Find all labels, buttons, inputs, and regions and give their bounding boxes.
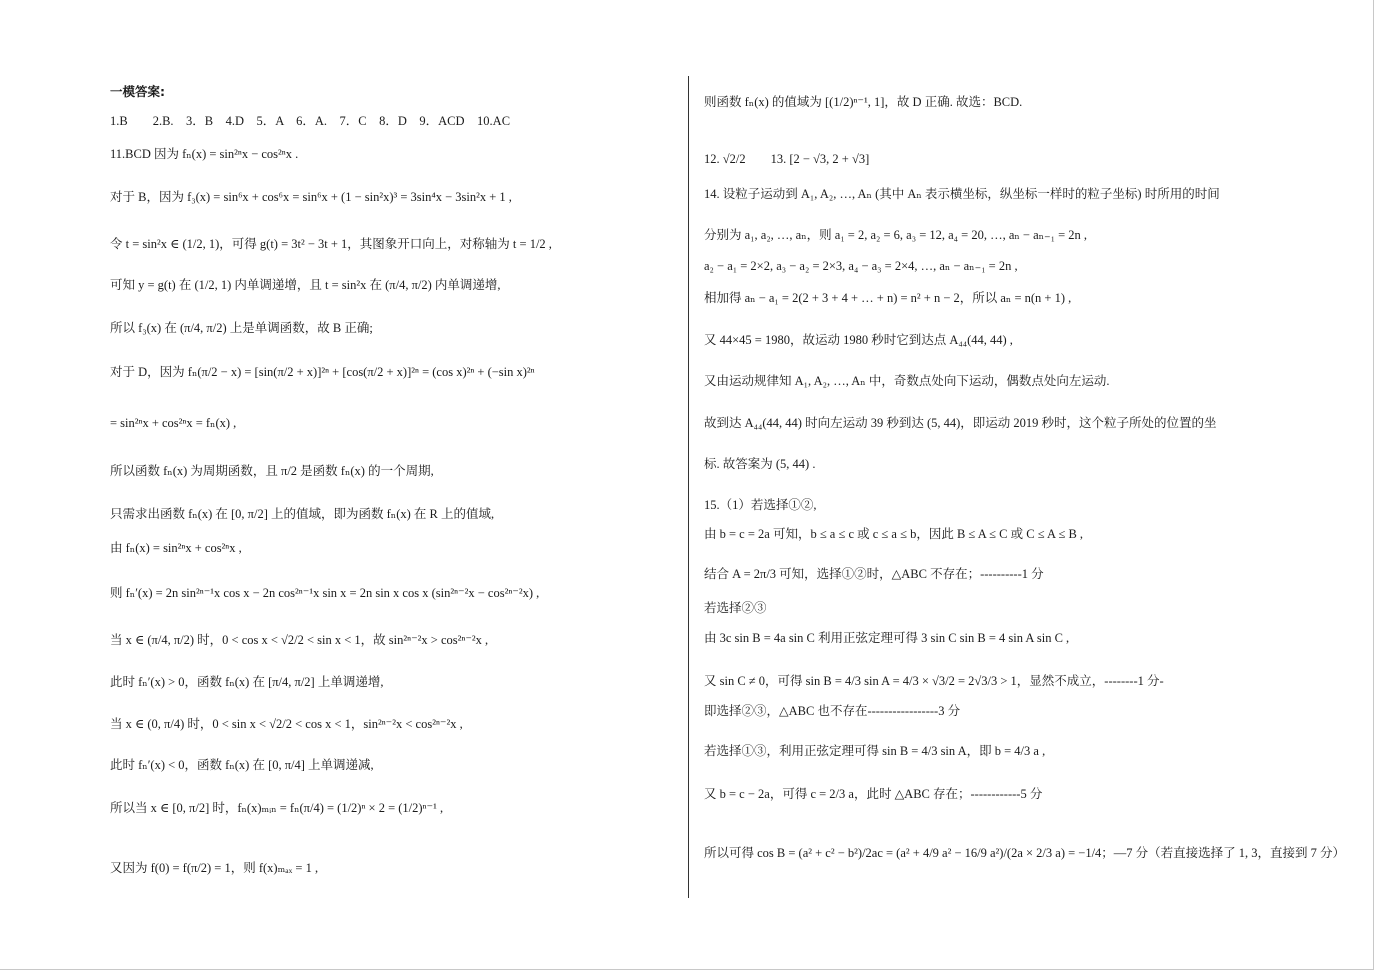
- answer-line: 15.（1）若选择①②,: [704, 498, 817, 512]
- answer-line: 结合 A = 2π/3 可知，选择①②时，△ABC 不存在；----------1 分: [704, 567, 1044, 581]
- answer-line: 又 44×45 = 1980，故运动 1980 秒时它到达点 A₄₄(44, 44) ,: [704, 333, 1013, 347]
- answer-line: 1.B 2.B. 3．B 4.D 5．A 6．A. 7．C 8．D 9．ACD 10.AC: [110, 114, 511, 128]
- answer-line: 14. 设粒子运动到 A₁, A₂, …, Aₙ (其中 Aₙ 表示横坐标，纵坐标一样时的粒子坐标) 时所用的时间: [704, 187, 1220, 201]
- answer-line: 则 fₙ′(x) = 2n sin²ⁿ⁻¹x cos x − 2n cos²ⁿ⁻¹x sin x = 2n sin x cos x (sin²ⁿ⁻²x − cos²ⁿ⁻²x) ,: [110, 586, 540, 600]
- answer-line: 所以 f₃(x) 在 (π/4, π/2) 上是单调函数，故 B 正确;: [110, 321, 373, 335]
- answer-line: 又因为 f(0) = f(π/2) = 1，则 f(x)ₘₐₓ = 1 ,: [110, 861, 319, 875]
- answer-line: 此时 fₙ′(x) < 0，函数 fₙ(x) 在 [0, π/4] 上单调递减,: [110, 758, 374, 772]
- answer-line: 标. 故答案为 (5, 44) .: [704, 457, 816, 471]
- answer-line: 则函数 fₙ(x) 的值域为 [(1/2)ⁿ⁻¹, 1]，故 D 正确. 故选：BCD.: [704, 95, 1023, 109]
- answers-heading: 一模答案:: [110, 84, 165, 99]
- answer-line: 对于 D，因为 fₙ(π/2 − x) = [sin(π/2 + x)]²ⁿ + [cos(π/2 + x)]²ⁿ = (cos x)²ⁿ + (−sin x)²ⁿ: [110, 365, 535, 379]
- answer-line: 对于 B，因为 f₃(x) = sin⁶x + cos⁶x = sin⁶x + (1 − sin²x)³ = 3sin⁴x − 3sin²x + 1 ,: [110, 190, 512, 204]
- answer-line: 又 sin C ≠ 0，可得 sin B = 4/3 sin A = 4/3 × √3/2 = 2√3/3 > 1，显然不成立，--------1 分-: [704, 674, 1164, 688]
- answer-line: 即选择②③，△ABC 也不存在-----------------3 分: [704, 704, 961, 718]
- answer-line: 若选择②③: [704, 601, 767, 615]
- answer-line: 此时 fₙ′(x) > 0，函数 fₙ(x) 在 [π/4, π/2] 上单调递增,: [110, 675, 384, 689]
- answer-line: 由 3c sin B = 4a sin C 利用正弦定理可得 3 sin C sin B = 4 sin A sin C ,: [704, 631, 1070, 645]
- answer-line: 可知 y = g(t) 在 (1/2, 1) 内单调递增，且 t = sin²x 在 (π/4, π/2) 内单调递增,: [110, 278, 501, 292]
- answer-line: 若选择①③，利用正弦定理可得 sin B = 4/3 sin A，即 b = 4/3 a ,: [704, 744, 1046, 758]
- answer-line: 所以当 x ∈ [0, π/2] 时，fₙ(x)ₘᵢₙ = fₙ(π/4) = (1/2)ⁿ × 2 = (1/2)ⁿ⁻¹ ,: [110, 801, 444, 815]
- answer-line: 只需求出函数 fₙ(x) 在 [0, π/2] 上的值域，即为函数 fₙ(x) 在 R 上的值域,: [110, 507, 495, 521]
- answer-line: 由 fₙ(x) = sin²ⁿx + cos²ⁿx ,: [110, 541, 242, 555]
- answer-line: 11.BCD 因为 fₙ(x) = sin²ⁿx − cos²ⁿx .: [110, 147, 299, 161]
- column-divider: [688, 76, 689, 898]
- answer-line: 所以函数 fₙ(x) 为周期函数，且 π/2 是函数 fₙ(x) 的一个周期,: [110, 464, 434, 478]
- answer-line: 当 x ∈ (0, π/4) 时，0 < sin x < √2/2 < cos x < 1，sin²ⁿ⁻²x < cos²ⁿ⁻²x ,: [110, 717, 463, 731]
- answer-line: 又 b = c − 2a，可得 c = 2/3 a，此时 △ABC 存在；------------5 分: [704, 787, 1043, 801]
- answer-line: 相加得 aₙ − a₁ = 2(2 + 3 + 4 + … + n) = n² + n − 2，所以 aₙ = n(n + 1) ,: [704, 291, 1072, 305]
- answer-line: 所以可得 cos B = (a² + c² − b²)/2ac = (a² + 4/9 a² − 16/9 a²)/(2a × 2/3 a) = −1/4；—7 分（若直接选择了 1, 3，直接到 7 分）: [704, 846, 1346, 860]
- answer-line: 又由运动规律知 A₁, A₂, …, Aₙ 中，奇数点处向下运动，偶数点处向左运动.: [704, 374, 1110, 388]
- answer-line: 12. √2/2 13. [2 − √3, 2 + √3]: [704, 152, 870, 166]
- answer-line: 故到达 A₄₄(44, 44) 时向左运动 39 秒到达 (5, 44)，即运动 2019 秒时，这个粒子所处的位置的坐: [704, 416, 1217, 430]
- answer-line: 令 t = sin²x ∈ (1/2, 1)，可得 g(t) = 3t² − 3t + 1，其图象开口向上，对称轴为 t = 1/2 ,: [110, 237, 552, 251]
- answer-line: = sin²ⁿx + cos²ⁿx = fₙ(x) ,: [110, 416, 237, 430]
- answer-line: 由 b = c = 2a 可知，b ≤ a ≤ c 或 c ≤ a ≤ b，因此 B ≤ A ≤ C 或 C ≤ A ≤ B ,: [704, 527, 1084, 541]
- answer-line: 当 x ∈ (π/4, π/2) 时，0 < cos x < √2/2 < sin x < 1，故 sin²ⁿ⁻²x > cos²ⁿ⁻²x ,: [110, 633, 489, 647]
- answer-line: 分别为 a₁, a₂, …, aₙ，则 a₁ = 2, a₂ = 6, a₃ = 12, a₄ = 20, …, aₙ − aₙ₋₁ = 2n ,: [704, 228, 1088, 242]
- answer-line: a₂ − a₁ = 2×2, a₃ − a₂ = 2×3, a₄ − a₃ = 2×4, …, aₙ − aₙ₋₁ = 2n ,: [704, 259, 1018, 273]
